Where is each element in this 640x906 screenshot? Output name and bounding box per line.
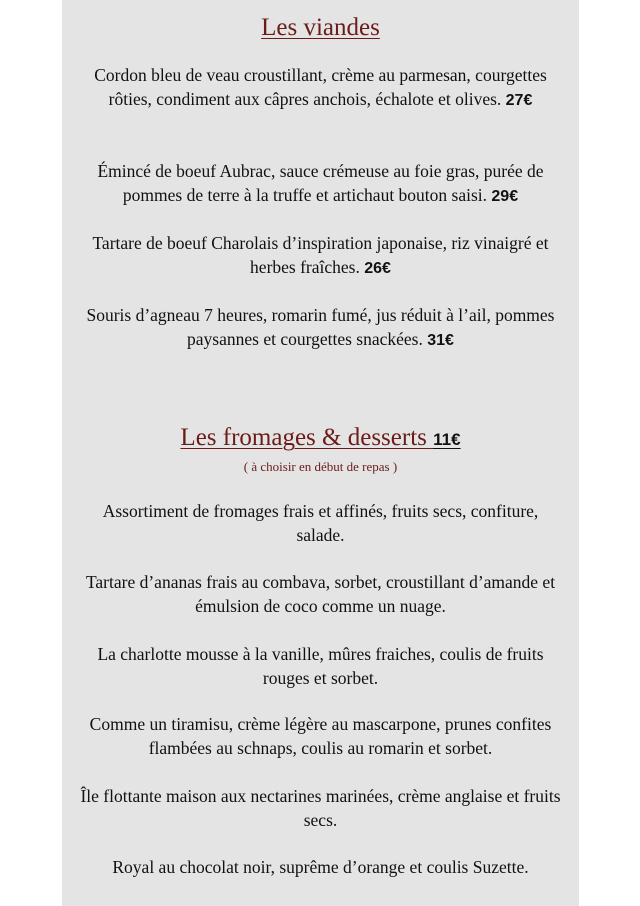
section-title-text: Les viandes [261,14,380,41]
dish-description: Souris d’agneau 7 heures, romarin fumé, jus réduit à l’ail, pommes paysannes et courgettes snackées. [86,305,555,349]
section-price: 11€ [433,430,461,449]
dish-description: Royal au chocolat noir, suprême d’orange et coulis Suzette. [112,857,529,877]
section-title-desserts [62,424,579,452]
menu-item [80,784,561,832]
dish-description: Comme un tiramisu, crème légère au mascarpone, prunes confites flambées au schnaps, coulis au romarin et sorbet. [89,714,552,758]
menu-item [80,570,561,618]
menu-item [80,63,561,113]
dish-price: 26€ [364,260,391,277]
dish-description: Tartare de boeuf Charolais d’inspiration japonaise, riz vinaigré et herbes fraîches. [92,233,549,277]
menu-item [80,159,561,209]
menu-item [80,642,561,690]
dish-description: Assortiment de fromages frais et affinés, fruits secs, confiture, salade. [102,501,539,545]
menu-item [80,499,561,547]
menu-item [80,231,561,281]
section-note: ( à choisir en début de repas ) [243,459,398,474]
dish-description: Émincé de boeuf Aubrac, sauce crémeuse au foie gras, purée de pommes de terre à la truffe et artichaut bouton saisi. [97,161,544,205]
menu-item [80,303,561,353]
section-title-viandes [62,14,579,42]
dish-description: La charlotte mousse à la vanille, mûres fraiches, coulis de fruits rouges et sorbet. [97,644,544,688]
dish-description: Cordon bleu de veau croustillant, crème au parmesan, courgettes rôties, condiment aux câpres anchois, échalote et olives. [94,65,547,109]
menu-page [62,0,579,906]
dish-description: Tartare d’ananas frais au combava, sorbet, croustillant d’amande et émulsion de coco comme un nuage. [85,572,556,616]
dish-price: 31€ [427,332,454,349]
section-title-text: Les fromages & desserts [180,424,427,451]
menu-item [80,712,561,760]
dish-description: Île flottante maison aux nectarines marinées, crème anglaise et fruits secs. [80,786,561,830]
dish-price: 27€ [505,92,533,109]
menu-item [80,855,561,879]
dish-price: 29€ [491,188,519,205]
